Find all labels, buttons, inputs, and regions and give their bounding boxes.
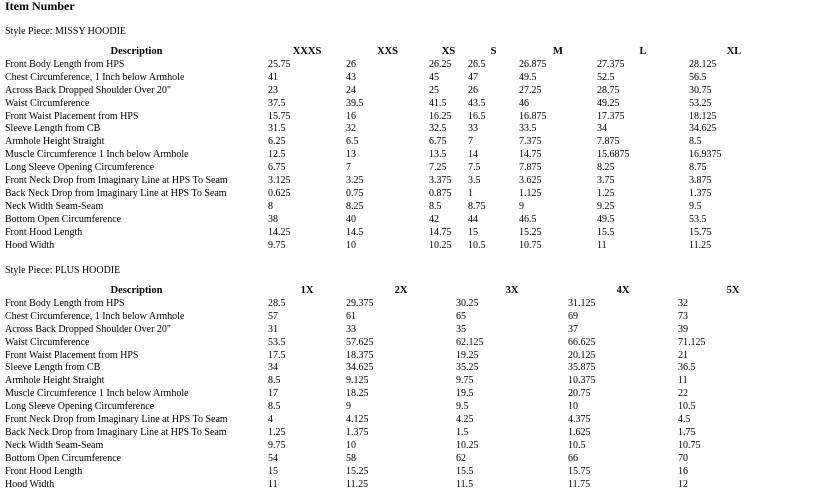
plus-spec-table <box>5 285 788 492</box>
measurement-value: 53.5 <box>689 213 707 225</box>
measurement-value: 19.5 <box>456 388 474 400</box>
measurement-value: 49.5 <box>519 71 537 83</box>
measurement-value: 8 <box>268 200 273 212</box>
measurement-description: Front Body Length from HPS <box>5 297 125 309</box>
table-row <box>5 162 779 175</box>
measurement-value: 8.25 <box>346 200 364 212</box>
measurement-description: Hood Width <box>5 239 55 251</box>
measurement-description: Back Neck Drop from Imaginary Line at HPS To Seam <box>5 426 227 438</box>
measurement-description: Across Back Dropped Shoulder Over 20" <box>5 323 171 335</box>
measurement-value: 25 <box>429 84 439 96</box>
measurement-value: 69 <box>568 310 578 322</box>
measurement-value: 9 <box>346 401 351 413</box>
measurement-value: 14.75 <box>519 149 542 161</box>
measurement-value: 11 <box>597 239 607 251</box>
table-row <box>5 188 779 201</box>
column-header-size: L <box>639 46 647 57</box>
measurement-value: 66 <box>568 452 578 464</box>
measurement-value: 16 <box>678 465 688 477</box>
measurement-value: 31.125 <box>568 297 596 309</box>
measurement-value: 11 <box>678 375 688 387</box>
measurement-value: 9 <box>519 200 524 212</box>
table-row <box>5 375 788 388</box>
measurement-description: Armhole Height Straight <box>5 136 105 148</box>
measurement-value: 62.125 <box>456 336 484 348</box>
measurement-value: 7.5 <box>468 162 481 174</box>
measurement-description: Muscle Circumference 1 Inch below Armhole <box>5 388 189 400</box>
column-header-size: XS <box>441 46 456 57</box>
plus-style-piece: Style Piece: PLUS HOODIE <box>5 265 121 276</box>
measurement-value: 31 <box>268 323 278 335</box>
measurement-value: 53.5 <box>268 336 286 348</box>
measurement-value: 34 <box>268 362 278 374</box>
measurement-value: 10.25 <box>456 439 479 451</box>
measurement-description: Chest Circumference, 1 Inch below Armhole <box>5 310 185 322</box>
measurement-value: 15.75 <box>568 465 591 477</box>
measurement-value: 33 <box>468 123 478 135</box>
column-header-size: S <box>490 46 497 57</box>
column-header-size: 4X <box>616 285 630 296</box>
measurement-value: 12.5 <box>268 149 286 161</box>
table-row <box>5 453 788 466</box>
plus-header-row <box>5 285 788 298</box>
measurement-value: 4.5 <box>678 414 691 426</box>
measurement-description: Front Waist Placement from HPS <box>5 110 139 122</box>
measurement-value: 21 <box>678 349 688 361</box>
column-header-size: XXXS <box>292 46 322 57</box>
measurement-value: 7 <box>346 162 351 174</box>
measurement-value: 14 <box>468 149 478 161</box>
table-row <box>5 298 788 311</box>
measurement-value: 53.25 <box>689 97 712 109</box>
measurement-value: 30.75 <box>689 84 712 96</box>
measurement-value: 32 <box>678 297 688 309</box>
table-row <box>5 136 779 149</box>
measurement-value: 58 <box>346 452 356 464</box>
measurement-value: 38 <box>268 213 278 225</box>
measurement-value: 18.125 <box>689 110 717 122</box>
measurement-value: 10.375 <box>568 375 596 387</box>
measurement-value: 22 <box>678 388 688 400</box>
measurement-value: 57.625 <box>346 336 374 348</box>
measurement-value: 23 <box>268 84 278 96</box>
measurement-value: 41 <box>268 71 278 83</box>
measurement-value: 1 <box>468 187 473 199</box>
measurement-value: 65 <box>456 310 466 322</box>
measurement-value: 42 <box>429 213 439 225</box>
measurement-value: 49.5 <box>597 213 615 225</box>
measurement-value: 15 <box>468 226 478 238</box>
measurement-value: 3.25 <box>346 175 364 187</box>
table-row <box>5 201 779 214</box>
measurement-description: Armhole Height Straight <box>5 375 105 387</box>
measurement-description: Muscle Circumference 1 Inch below Armhole <box>5 149 189 161</box>
measurement-value: 32.5 <box>429 123 447 135</box>
measurement-description: Front Hood Length <box>5 226 83 238</box>
measurement-value: 39 <box>678 323 688 335</box>
measurement-value: 0.75 <box>346 187 364 199</box>
measurement-value: 16.5 <box>468 110 486 122</box>
measurement-description: Neck Width Seam-Seam <box>5 439 104 451</box>
measurement-value: 11.25 <box>689 239 712 251</box>
measurement-value: 9.75 <box>268 439 286 451</box>
measurement-value: 15.75 <box>268 110 291 122</box>
measurement-value: 15.6875 <box>597 149 630 161</box>
measurement-value: 17 <box>268 388 278 400</box>
measurement-description: Front Body Length from HPS <box>5 58 125 70</box>
table-row <box>5 227 779 240</box>
measurement-value: 13 <box>346 149 356 161</box>
measurement-value: 8.75 <box>689 162 707 174</box>
measurement-value: 27.25 <box>519 84 542 96</box>
table-row <box>5 111 779 124</box>
measurement-value: 9.125 <box>346 375 369 387</box>
missy-table-body <box>5 59 779 253</box>
measurement-value: 8.75 <box>468 200 486 212</box>
measurement-value: 34 <box>597 123 607 135</box>
measurement-value: 14.5 <box>346 226 364 238</box>
table-row <box>5 350 788 363</box>
measurement-description: Sleeve Length from CB <box>5 362 101 374</box>
measurement-value: 46.5 <box>519 213 537 225</box>
measurement-value: 43 <box>346 71 356 83</box>
measurement-value: 7.875 <box>597 136 620 148</box>
table-row <box>5 98 779 111</box>
table-row <box>5 59 779 72</box>
measurement-value: 1.25 <box>597 187 615 199</box>
table-row <box>5 466 788 479</box>
measurement-value: 14.75 <box>429 226 452 238</box>
table-row <box>5 214 779 227</box>
measurement-value: 3.375 <box>429 175 452 187</box>
measurement-value: 35 <box>456 323 466 335</box>
measurement-value: 37 <box>568 323 578 335</box>
measurement-value: 1.625 <box>568 426 591 438</box>
measurement-description: Long Sleeve Opening Circumference <box>5 162 155 174</box>
measurement-value: 11.5 <box>456 478 474 490</box>
measurement-description: Chest Circumference, 1 Inch below Armhole <box>5 71 185 83</box>
measurement-value: 34.625 <box>346 362 374 374</box>
measurement-value: 37.5 <box>268 97 286 109</box>
measurement-value: 20.75 <box>568 388 591 400</box>
measurement-value: 20.125 <box>568 349 596 361</box>
measurement-value: 10 <box>568 401 578 413</box>
measurement-value: 52.5 <box>597 71 615 83</box>
table-row <box>5 175 779 188</box>
measurement-value: 10.5 <box>568 439 586 451</box>
measurement-value: 13.5 <box>429 149 447 161</box>
measurement-description: Waist Circumference <box>5 336 90 348</box>
measurement-value: 26.875 <box>519 58 547 70</box>
column-header-description: Description <box>110 285 163 296</box>
table-row <box>5 401 788 414</box>
measurement-value: 1.75 <box>678 426 696 438</box>
plus-table-body <box>5 298 788 492</box>
measurement-value: 7.375 <box>519 136 542 148</box>
column-header-size: 3X <box>505 285 519 296</box>
column-header-size: M <box>553 46 563 57</box>
table-row <box>5 337 788 350</box>
measurement-value: 30.25 <box>456 297 479 309</box>
measurement-value: 9.75 <box>456 375 474 387</box>
measurement-value: 40 <box>346 213 356 225</box>
column-header-size: 5X <box>726 285 740 296</box>
measurement-value: 9.5 <box>689 200 702 212</box>
measurement-description: Neck Width Seam-Seam <box>5 200 104 212</box>
table-row <box>5 72 779 85</box>
measurement-value: 1.375 <box>689 187 712 199</box>
measurement-value: 0.875 <box>429 187 452 199</box>
measurement-value: 62 <box>456 452 466 464</box>
missy-header-row <box>5 46 779 59</box>
measurement-description: Front Hood Length <box>5 465 83 477</box>
measurement-value: 26 <box>346 58 356 70</box>
measurement-value: 6.75 <box>268 162 286 174</box>
measurement-value: 3.875 <box>689 175 712 187</box>
measurement-value: 41.5 <box>429 97 447 109</box>
measurement-value: 6.75 <box>429 136 447 148</box>
measurement-value: 1.125 <box>519 187 542 199</box>
measurement-description: Bottom Open Circumference <box>5 452 122 464</box>
table-row <box>5 414 788 427</box>
measurement-value: 9.75 <box>268 239 286 251</box>
measurement-value: 4 <box>268 414 273 426</box>
measurement-value: 70 <box>678 452 688 464</box>
measurement-value: 24 <box>346 84 356 96</box>
table-row <box>5 85 779 98</box>
measurement-value: 7 <box>468 136 473 148</box>
measurement-value: 25.75 <box>268 58 291 70</box>
measurement-value: 56.5 <box>689 71 707 83</box>
measurement-value: 32 <box>346 123 356 135</box>
measurement-value: 10.75 <box>678 439 701 451</box>
measurement-value: 35.25 <box>456 362 479 374</box>
measurement-description: Front Neck Drop from Imaginary Line at HPS To Seam <box>5 414 228 426</box>
measurement-value: 1.25 <box>268 426 286 438</box>
measurement-description: Bottom Open Circumference <box>5 213 122 225</box>
measurement-value: 15.25 <box>346 465 369 477</box>
measurement-value: 14.25 <box>268 226 291 238</box>
table-row <box>5 479 788 492</box>
table-row <box>5 388 788 401</box>
measurement-value: 15 <box>268 465 278 477</box>
measurement-value: 15.25 <box>519 226 542 238</box>
measurement-value: 0.625 <box>268 187 291 199</box>
measurement-value: 28.5 <box>268 297 286 309</box>
measurement-value: 3.625 <box>519 175 542 187</box>
measurement-value: 12 <box>678 478 688 490</box>
measurement-value: 7.875 <box>519 162 542 174</box>
measurement-value: 66.625 <box>568 336 596 348</box>
measurement-value: 4.375 <box>568 414 591 426</box>
measurement-value: 73 <box>678 310 688 322</box>
measurement-value: 61 <box>346 310 356 322</box>
measurement-value: 19.25 <box>456 349 479 361</box>
measurement-value: 3.125 <box>268 175 291 187</box>
measurement-value: 28.125 <box>689 58 717 70</box>
measurement-value: 4.25 <box>456 414 474 426</box>
measurement-value: 1.375 <box>346 426 369 438</box>
column-header-size: 2X <box>394 285 408 296</box>
measurement-value: 1.5 <box>456 426 469 438</box>
measurement-value: 8.5 <box>268 375 281 387</box>
measurement-value: 3.75 <box>597 175 615 187</box>
measurement-value: 15.75 <box>689 226 712 238</box>
table-row <box>5 324 788 337</box>
measurement-value: 8.5 <box>268 401 281 413</box>
measurement-value: 36.5 <box>678 362 696 374</box>
column-header-size: XXS <box>376 46 398 57</box>
table-row <box>5 123 779 136</box>
measurement-value: 16.875 <box>519 110 547 122</box>
missy-spec-table <box>5 46 779 253</box>
table-row <box>5 149 779 162</box>
table-row <box>5 440 788 453</box>
measurement-description: Hood Width <box>5 478 55 490</box>
table-row <box>5 240 779 253</box>
measurement-value: 44 <box>468 213 478 225</box>
measurement-description: Waist Circumference <box>5 97 90 109</box>
measurement-value: 4.125 <box>346 414 369 426</box>
measurement-value: 47 <box>468 71 478 83</box>
measurement-value: 10.75 <box>519 239 542 251</box>
table-row <box>5 311 788 324</box>
measurement-description: Long Sleeve Opening Circumference <box>5 401 155 413</box>
measurement-value: 29.375 <box>346 297 374 309</box>
measurement-value: 10 <box>346 439 356 451</box>
measurement-value: 17.5 <box>268 349 286 361</box>
measurement-value: 8.25 <box>597 162 615 174</box>
measurement-value: 33 <box>346 323 356 335</box>
measurement-description: Sleeve Length from CB <box>5 123 101 135</box>
measurement-description: Across Back Dropped Shoulder Over 20" <box>5 84 171 96</box>
measurement-value: 15.5 <box>456 465 474 477</box>
column-header-description: Description <box>110 46 163 57</box>
measurement-value: 8.5 <box>429 200 442 212</box>
table-row <box>5 362 788 375</box>
measurement-value: 39.5 <box>346 97 364 109</box>
measurement-value: 10.5 <box>678 401 696 413</box>
measurement-value: 10.5 <box>468 239 486 251</box>
measurement-value: 26 <box>468 84 478 96</box>
measurement-description: Front Neck Drop from Imaginary Line at HPS To Seam <box>5 175 228 187</box>
measurement-value: 45 <box>429 71 439 83</box>
table-row <box>5 427 788 440</box>
measurement-value: 16.25 <box>429 110 452 122</box>
column-header-size: 1X <box>300 285 314 296</box>
measurement-value: 16 <box>346 110 356 122</box>
measurement-value: 31.5 <box>268 123 286 135</box>
measurement-value: 6.25 <box>268 136 286 148</box>
measurement-value: 18.25 <box>346 388 369 400</box>
missy-style-piece: Style Piece: MISSY HOODIE <box>5 26 127 37</box>
measurement-value: 9.25 <box>597 200 615 212</box>
page-title: Item Number <box>5 0 75 13</box>
measurement-value: 18.375 <box>346 349 374 361</box>
measurement-value: 43.5 <box>468 97 486 109</box>
measurement-value: 6.5 <box>346 136 359 148</box>
measurement-value: 11 <box>268 478 278 490</box>
measurement-description: Back Neck Drop from Imaginary Line at HPS To Seam <box>5 187 227 199</box>
measurement-value: 46 <box>519 97 529 109</box>
measurement-value: 17.375 <box>597 110 625 122</box>
measurement-value: 33.5 <box>519 123 537 135</box>
measurement-value: 11.25 <box>346 478 369 490</box>
measurement-value: 54 <box>268 452 278 464</box>
measurement-value: 9.5 <box>456 401 469 413</box>
measurement-value: 35.875 <box>568 362 596 374</box>
measurement-value: 49.25 <box>597 97 620 109</box>
measurement-value: 10 <box>346 239 356 251</box>
measurement-value: 8.5 <box>689 136 702 148</box>
measurement-value: 16.9375 <box>689 149 722 161</box>
measurement-value: 34.625 <box>689 123 717 135</box>
column-header-size: XL <box>726 46 742 57</box>
measurement-description: Front Waist Placement from HPS <box>5 349 139 361</box>
measurement-value: 11.75 <box>568 478 591 490</box>
measurement-value: 71.125 <box>678 336 706 348</box>
measurement-value: 27.375 <box>597 58 625 70</box>
measurement-value: 26.25 <box>429 58 452 70</box>
measurement-value: 15.5 <box>597 226 615 238</box>
measurement-value: 26.5 <box>468 58 486 70</box>
measurement-value: 7.25 <box>429 162 447 174</box>
measurement-value: 57 <box>268 310 278 322</box>
measurement-value: 10.25 <box>429 239 452 251</box>
measurement-value: 3.5 <box>468 175 481 187</box>
measurement-value: 28.75 <box>597 84 620 96</box>
